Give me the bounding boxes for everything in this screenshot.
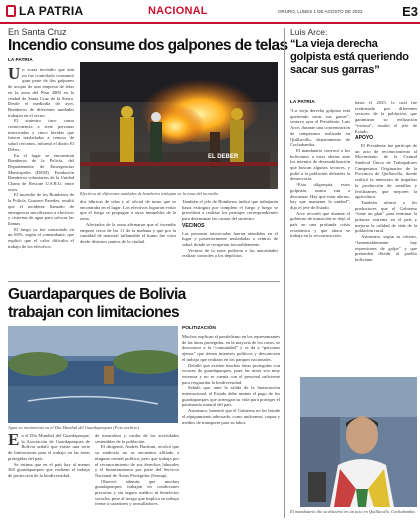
page-number: E3	[402, 4, 418, 19]
story2-paragraph: También afirmó a los productores que el Gobierno “tiene un plan” para terminar la pobreza extrema en el país y mejorar la calidad de vida de la población rural.	[355, 199, 417, 234]
story3-column-1	[8, 433, 90, 519]
column-divider	[284, 28, 285, 518]
story2-paragraph: “La vieja derecha golpista está queriendo sacar sus garras”, sostuvo ayer el Presidente, Luis Arce, durante una concentración de campesinos realizada en Quillacollo, departamento de Cochabamba.	[290, 108, 350, 148]
park-scene-image	[8, 326, 178, 423]
story1-paragraph: En el lugar se encuentran Bomberos de la Policía, del Departamento de Emergencias Municipales (DEM), Fundación Bomberos voluntarios de la Unidad Chana de Rescate U.S.R.U. entre otros.	[8, 152, 74, 192]
story1-paragraph: Afectados de la zona afirmaron que el incendio empezó cerca de las 11 de la mañana y que por la cantidad de material inflamable el humo fue visto desde distintos puntos de la ciudad.	[80, 221, 176, 244]
story2-paragraph: Arce recordó que durante el gobierno de transición se dejó al país en una profunda crisis económica y que ahora se trabaja en la reconstrucción.	[290, 210, 350, 239]
story2-kicker: Luis Arce:	[290, 27, 328, 37]
story1-paragraph: Vecinos de la zona pidieron a las autoridades realizar controles a los depósitos.	[182, 247, 278, 259]
story3-photo	[8, 326, 178, 423]
story2-column-2	[355, 100, 417, 373]
story1-paragraph: n voraz incendio que aún no fue controlado consumió gran parte de dos galpones de acopio de una empresa de telas en la zona del Plan 3000 en la ciudad de Santa Cruz de la Sierra. Desde el mediodía de ayer, Bomberos de diferentes unidades trabajan en el sector.	[8, 67, 74, 118]
story3-paragraph: Se estima que en el país hay al menos 360 guardaparques que realizan el trabajo de protección de la biodiversidad.	[8, 461, 90, 478]
story2-photo	[300, 377, 417, 507]
story1-column-2	[80, 199, 176, 279]
story1-kicker: En Santa Cruz	[8, 27, 67, 37]
story1-photo	[80, 62, 278, 189]
logo-text: LA PATRIA	[19, 4, 84, 18]
story3-paragraph: Muchos explican el paralelismo en los representantes de las áreas protegidas, en la mayoría de los casos, se desconoce a la “comunidad” y se da a “personas ajenas” que tienen intereses políticos y desconocen el trabajo que realizan en los parques nacionales.	[182, 334, 280, 362]
story1-paragraph: Las personas intoxicadas fueron atendidas en el lugar y posteriormente trasladadas a centros de salud, donde se recuperan favorablemente.	[182, 230, 278, 247]
story3-paragraph: El dirigente, Andrés Hachuni, recalcó que su sindicato no se encuentra afiliado a ninguna central política, pero que trabaja por el reconocimiento de sus derechos laborales y el financiamiento por parte del Servicio Nacional de Áreas Protegidas (Sernap).	[95, 444, 179, 478]
story1-column-3	[182, 199, 278, 279]
story2-paragraph: El Presidente fue partícipe de un acto de reconocimiento al Movimiento de la Central Sindical Única de Trabajadores Campesinos Originarios de la Provincia de Quillacollo, donde ratificó la intención de impulsar la producción de semillas y fertilizantes que mejoren la agricultura.	[355, 142, 417, 200]
story1-paragraph: También el jefe de Bomberos indicó que trabajarán hasta extinguir por completo el fuego y luego se procederá a realizar los peritajes correspondientes para determinar las causas del siniestro.	[182, 199, 278, 222]
story3-caption: Agua en movimiento en el Día Mundial del Guardaparques (Foto archivo)	[8, 425, 139, 430]
story2-column-1	[290, 108, 350, 373]
story3-subhead: POLITIZACIÓN	[182, 326, 216, 331]
story3-paragraph: Observó además que muchos guardaparques trabajan en condiciones precarias y sin seguro médico ni beneficios sociales, pese al riesgo que implica su trabajo frente a cazadores y avasalladores.	[95, 478, 179, 507]
story1-byline: LA PATRIA	[8, 58, 33, 63]
story2-byline: LA PATRIA	[290, 100, 315, 105]
logo-mark-icon	[6, 5, 16, 17]
story3-paragraph: Detalló que existen muchas áreas protegidas con escasez de guardaparques, pues las áreas son muy extensas y no se cuenta con el personal suficiente para resguardar la biodiversidad.	[182, 362, 280, 385]
dateline: ORURO, LUNES 1 DE AGOSTO DE 2022	[278, 9, 363, 14]
fire-scene-image	[80, 62, 278, 189]
story1-dropcap: U	[8, 67, 21, 83]
story1-column-1	[8, 67, 74, 270]
section-name: NACIONAL	[148, 5, 208, 17]
story1-caption: Efectivos de diferentes unidades de bomberos trabajan en la zona del incendio.	[80, 191, 220, 196]
story2-paragraph: “Esta oligarquía, estos golpistas, nunca van a descansar. Hay que estar alertas, hay que mantener la unidad”, dijo el jefe de Estado.	[290, 182, 350, 210]
story3-column-right	[182, 334, 280, 517]
story-divider	[8, 281, 280, 282]
story2-headline: “La vieja derecha golpista está queriendo sacar sus garras”	[290, 38, 409, 76]
photo-credit: EL DEBER	[208, 154, 239, 160]
story3-paragraph: Señaló que, ante la salida de la financiación internacional, el Estado debe asumir el pago de los guardaparques que arriesgan su vida para proteger el patrimonio natural del país.	[182, 385, 280, 408]
story3-paragraph: n el Día Mundial del Guardaparque, la Asociación de Guardaparques de Bolivia señaló que existe una serie de limitaciones para el trabajo en las áreas protegidas del país.	[8, 433, 90, 461]
story3-headline-line1: Guardaparques de Bolivia	[8, 286, 186, 303]
story3-dropcap: E	[8, 433, 20, 449]
story1-paragraph: El fuego ya fue controlado en un 60%, según el comandante, que explicó que el calor dificulta el trabajo de los efectivos.	[8, 226, 74, 249]
story1-paragraph: El siniestro tuvo como consecuencia a siete personas intoxicadas y cinco heridas que fueron trasladadas a centros de salud cercanos, informó el diario El Deber.	[8, 118, 74, 152]
newspaper-logo	[6, 4, 86, 20]
story2-paragraph: Asimismo, según su criterio, “lamentablemente hay expresiones de golpe” y que pretenden dividir al pueblo boliviano.	[355, 234, 417, 262]
story1-paragraph: El incendio de los Bomberos de la Policía, Gustavo Paredes, resaltó que el incidente llamado de emergencia movilizaron a efectivos y cisternas de agua para sofocar las llamas.	[8, 192, 74, 226]
story2-paragraph: El mandatario convocó a los bolivianos a estar alertas ante los intentos de desestabilización que buscan algunos sectores, y pidió a la población defender la democracia.	[290, 147, 350, 182]
story3-column-2	[95, 433, 179, 519]
masthead	[0, 0, 420, 24]
story3-paragraph: de naturaleza y cuidar de las actividades sostenibles de la población.	[95, 433, 179, 444]
story3-headline-line2: trabajan con limitaciones	[8, 304, 180, 321]
story2-caption: El mandatario dio su discurso en un acto en Quillacollo, Cochabamba.	[290, 509, 416, 514]
president-photo-image	[300, 377, 417, 507]
story1-subhead: VECINOS	[182, 222, 205, 229]
story2-subhead: APOYO	[355, 135, 374, 142]
story3-paragraph: Asimismo, lamentó que el Gobierno no les brinde el equipamiento adecuado, como uniformes, carpas y medios de transporte para su labor.	[182, 408, 280, 425]
story1-paragraph: dos fábricas de telas y al oficial de turno que se encontraba en el lugar. Los efectivos lograron evitar que el fuego se propague a otros inmuebles de la zona.	[80, 199, 176, 222]
story1-headline: Incendio consume dos galpones de telas	[8, 37, 288, 54]
story2-paragraph: hasta el 2025, lo cual fue reafirmado por diferentes sectores de la población, que garantizan su realización “exitosa”, resaltó el jefe de Estado.	[355, 100, 417, 134]
